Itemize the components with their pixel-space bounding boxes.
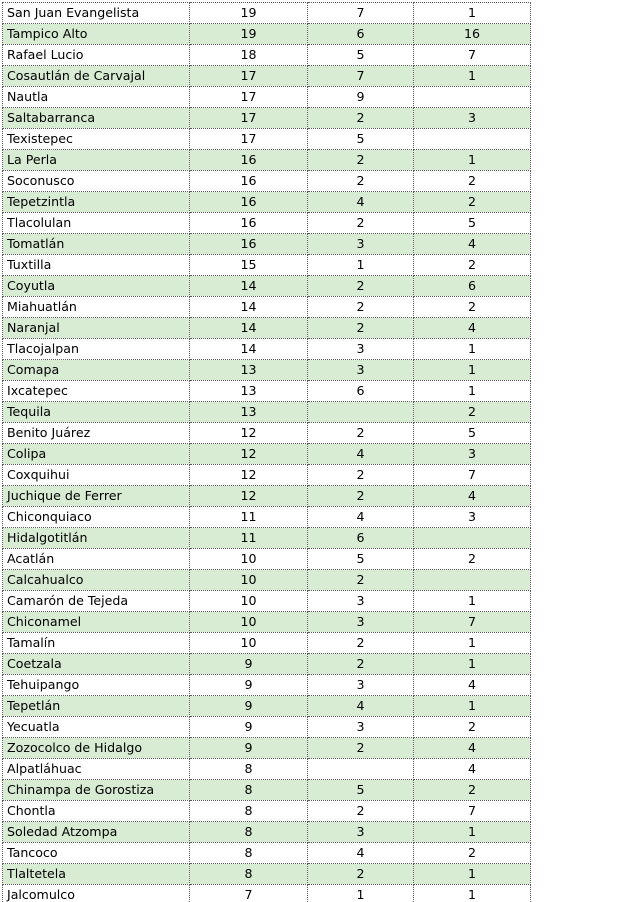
value-3-cell[interactable]: 1 (414, 633, 531, 654)
municipality-name-cell[interactable]: Hidalgotitlán (3, 528, 190, 549)
table-row (3, 318, 531, 339)
value-1-cell[interactable]: 13 (190, 402, 308, 423)
value-1-cell[interactable]: 8 (190, 864, 308, 885)
municipality-name-cell[interactable]: Alpatláhuac (3, 759, 190, 780)
value-3-cell[interactable]: 3 (414, 108, 531, 129)
value-3-cell[interactable] (414, 528, 531, 549)
value-2-cell[interactable]: 9 (308, 87, 414, 108)
value-2-cell[interactable]: 2 (308, 654, 414, 675)
municipality-table (2, 2, 531, 902)
value-2-cell[interactable]: 6 (308, 381, 414, 402)
value-3-cell[interactable]: 2 (414, 171, 531, 192)
value-3-cell[interactable]: 1 (414, 66, 531, 87)
value-1-cell[interactable]: 16 (190, 171, 308, 192)
value-1-cell[interactable]: 16 (190, 192, 308, 213)
value-1-cell[interactable]: 9 (190, 738, 308, 759)
value-2-cell[interactable]: 2 (308, 738, 414, 759)
municipality-name-cell[interactable]: Soledad Atzompa (3, 822, 190, 843)
municipality-name-cell[interactable]: Chiconamel (3, 612, 190, 633)
table-row (3, 822, 531, 843)
table-row (3, 780, 531, 801)
value-3-cell[interactable]: 5 (414, 423, 531, 444)
value-1-cell[interactable]: 11 (190, 507, 308, 528)
municipality-name-cell[interactable]: Miahuatlán (3, 297, 190, 318)
table-row (3, 696, 531, 717)
value-3-cell[interactable]: 16 (414, 24, 531, 45)
value-1-cell[interactable]: 13 (190, 360, 308, 381)
municipality-name-cell[interactable]: Tlacojalpan (3, 339, 190, 360)
municipality-name-cell[interactable]: Soconusco (3, 171, 190, 192)
value-1-cell[interactable]: 16 (190, 234, 308, 255)
value-2-cell[interactable] (308, 402, 414, 423)
municipality-name-cell[interactable]: Comapa (3, 360, 190, 381)
value-3-cell[interactable]: 1 (414, 654, 531, 675)
table-row (3, 801, 531, 822)
municipality-name-cell[interactable]: Ixcatepec (3, 381, 190, 402)
municipality-name-cell[interactable]: Nautla (3, 87, 190, 108)
value-1-cell[interactable]: 19 (190, 3, 308, 24)
table-row (3, 129, 531, 150)
value-2-cell[interactable]: 2 (308, 150, 414, 171)
value-1-cell[interactable]: 8 (190, 759, 308, 780)
value-1-cell[interactable]: 17 (190, 129, 308, 150)
value-1-cell[interactable]: 10 (190, 570, 308, 591)
value-1-cell[interactable]: 14 (190, 339, 308, 360)
value-1-cell[interactable]: 9 (190, 654, 308, 675)
value-1-cell[interactable]: 9 (190, 675, 308, 696)
table-row (3, 339, 531, 360)
value-2-cell[interactable]: 3 (308, 612, 414, 633)
table-row (3, 108, 531, 129)
municipality-name-cell[interactable]: Chontla (3, 801, 190, 822)
value-3-cell[interactable]: 6 (414, 276, 531, 297)
value-3-cell[interactable]: 1 (414, 150, 531, 171)
value-2-cell[interactable]: 5 (308, 549, 414, 570)
value-1-cell[interactable]: 16 (190, 213, 308, 234)
value-2-cell[interactable]: 2 (308, 108, 414, 129)
municipality-name-cell[interactable]: Zozocolco de Hidalgo (3, 738, 190, 759)
table-row (3, 402, 531, 423)
table-row (3, 675, 531, 696)
value-2-cell[interactable]: 2 (308, 276, 414, 297)
value-3-cell[interactable]: 3 (414, 444, 531, 465)
value-2-cell[interactable]: 7 (308, 3, 414, 24)
value-2-cell[interactable]: 6 (308, 24, 414, 45)
municipality-name-cell[interactable]: Coxquihui (3, 465, 190, 486)
municipality-name-cell[interactable]: Tuxtilla (3, 255, 190, 276)
municipality-name-cell[interactable]: Camarón de Tejeda (3, 591, 190, 612)
table-row (3, 234, 531, 255)
municipality-name-cell[interactable]: Coyutla (3, 276, 190, 297)
value-3-cell[interactable]: 4 (414, 675, 531, 696)
value-3-cell[interactable]: 2 (414, 255, 531, 276)
table-row (3, 213, 531, 234)
value-2-cell[interactable]: 3 (308, 822, 414, 843)
table-row (3, 360, 531, 381)
value-1-cell[interactable]: 17 (190, 108, 308, 129)
municipality-name-cell[interactable]: San Juan Evangelista (3, 3, 190, 24)
value-2-cell[interactable]: 3 (308, 717, 414, 738)
table-row (3, 738, 531, 759)
value-2-cell[interactable]: 2 (308, 465, 414, 486)
value-3-cell[interactable] (414, 570, 531, 591)
value-3-cell[interactable] (414, 87, 531, 108)
value-2-cell[interactable]: 4 (308, 843, 414, 864)
value-3-cell[interactable]: 2 (414, 192, 531, 213)
municipality-name-cell[interactable]: La Perla (3, 150, 190, 171)
value-3-cell[interactable]: 4 (414, 486, 531, 507)
value-1-cell[interactable]: 16 (190, 150, 308, 171)
value-3-cell[interactable]: 2 (414, 549, 531, 570)
value-3-cell[interactable]: 2 (414, 843, 531, 864)
table-row (3, 66, 531, 87)
table-row (3, 549, 531, 570)
value-2-cell[interactable]: 4 (308, 696, 414, 717)
table-row (3, 45, 531, 66)
value-3-cell[interactable]: 1 (414, 822, 531, 843)
table-row (3, 528, 531, 549)
municipality-name-cell[interactable]: Tamalín (3, 633, 190, 654)
municipality-name-cell[interactable]: Saltabarranca (3, 108, 190, 129)
value-2-cell[interactable]: 5 (308, 45, 414, 66)
value-1-cell[interactable]: 12 (190, 423, 308, 444)
value-3-cell[interactable]: 1 (414, 339, 531, 360)
municipality-name-cell[interactable]: Benito Juárez (3, 423, 190, 444)
value-2-cell[interactable]: 6 (308, 528, 414, 549)
value-3-cell[interactable]: 4 (414, 234, 531, 255)
value-2-cell[interactable]: 2 (308, 570, 414, 591)
municipality-name-cell[interactable]: Acatlán (3, 549, 190, 570)
value-1-cell[interactable]: 8 (190, 801, 308, 822)
municipality-name-cell[interactable]: Tancoco (3, 843, 190, 864)
municipality-name-cell[interactable]: Yecuatla (3, 717, 190, 738)
value-2-cell[interactable]: 2 (308, 801, 414, 822)
table-row (3, 297, 531, 318)
value-1-cell[interactable]: 18 (190, 45, 308, 66)
municipality-name-cell[interactable]: Texistepec (3, 129, 190, 150)
value-3-cell[interactable]: 1 (414, 360, 531, 381)
value-2-cell[interactable]: 1 (308, 885, 414, 902)
municipality-name-cell[interactable]: Tlacolulan (3, 213, 190, 234)
table-row (3, 444, 531, 465)
value-1-cell[interactable]: 19 (190, 24, 308, 45)
table-row (3, 570, 531, 591)
value-1-cell[interactable]: 12 (190, 444, 308, 465)
value-1-cell[interactable]: 11 (190, 528, 308, 549)
municipality-name-cell[interactable]: Naranjal (3, 318, 190, 339)
value-3-cell[interactable]: 4 (414, 318, 531, 339)
value-3-cell[interactable]: 1 (414, 3, 531, 24)
municipality-name-cell[interactable]: Chiconquiaco (3, 507, 190, 528)
value-1-cell[interactable]: 14 (190, 297, 308, 318)
value-1-cell[interactable]: 12 (190, 465, 308, 486)
value-3-cell[interactable]: 7 (414, 465, 531, 486)
value-1-cell[interactable]: 10 (190, 633, 308, 654)
value-2-cell[interactable]: 4 (308, 192, 414, 213)
value-3-cell[interactable]: 1 (414, 591, 531, 612)
value-2-cell[interactable]: 5 (308, 129, 414, 150)
value-1-cell[interactable]: 13 (190, 381, 308, 402)
table-row (3, 423, 531, 444)
value-2-cell[interactable] (308, 759, 414, 780)
value-2-cell[interactable]: 3 (308, 591, 414, 612)
value-1-cell[interactable]: 8 (190, 780, 308, 801)
value-3-cell[interactable]: 1 (414, 381, 531, 402)
municipality-name-cell[interactable]: Tehuipango (3, 675, 190, 696)
table-row (3, 3, 531, 24)
value-2-cell[interactable]: 2 (308, 213, 414, 234)
table-row (3, 276, 531, 297)
value-3-cell[interactable]: 5 (414, 213, 531, 234)
value-1-cell[interactable]: 14 (190, 276, 308, 297)
municipality-name-cell[interactable]: Chinampa de Gorostiza (3, 780, 190, 801)
municipality-name-cell[interactable]: Tequila (3, 402, 190, 423)
value-2-cell[interactable]: 4 (308, 444, 414, 465)
municipality-name-cell[interactable]: Coetzala (3, 654, 190, 675)
table-row (3, 633, 531, 654)
municipality-name-cell[interactable]: Calcahualco (3, 570, 190, 591)
value-2-cell[interactable]: 5 (308, 780, 414, 801)
table-row (3, 255, 531, 276)
municipality-name-cell[interactable]: Tampico Alto (3, 24, 190, 45)
value-2-cell[interactable]: 2 (308, 864, 414, 885)
value-2-cell[interactable]: 2 (308, 486, 414, 507)
table-row (3, 507, 531, 528)
value-3-cell[interactable]: 4 (414, 738, 531, 759)
value-2-cell[interactable]: 2 (308, 318, 414, 339)
value-3-cell[interactable] (414, 129, 531, 150)
municipality-name-cell[interactable]: Rafael Lucio (3, 45, 190, 66)
value-3-cell[interactable]: 1 (414, 864, 531, 885)
value-3-cell[interactable]: 7 (414, 801, 531, 822)
value-3-cell[interactable]: 7 (414, 45, 531, 66)
municipality-name-cell[interactable]: Cosautlán de Carvajal (3, 66, 190, 87)
value-1-cell[interactable]: 9 (190, 717, 308, 738)
table-row (3, 885, 531, 902)
value-1-cell[interactable]: 10 (190, 591, 308, 612)
table-row (3, 192, 531, 213)
table-row (3, 24, 531, 45)
table-row (3, 87, 531, 108)
value-1-cell[interactable]: 10 (190, 549, 308, 570)
value-3-cell[interactable]: 3 (414, 507, 531, 528)
table-body (3, 3, 531, 902)
municipality-name-cell[interactable]: Juchique de Ferrer (3, 486, 190, 507)
value-1-cell[interactable]: 17 (190, 87, 308, 108)
value-2-cell[interactable]: 3 (308, 360, 414, 381)
value-3-cell[interactable]: 7 (414, 612, 531, 633)
table-row (3, 864, 531, 885)
table-row (3, 486, 531, 507)
value-2-cell[interactable]: 1 (308, 255, 414, 276)
table-row (3, 612, 531, 633)
value-2-cell[interactable]: 4 (308, 507, 414, 528)
municipality-name-cell[interactable]: Tomatlán (3, 234, 190, 255)
value-1-cell[interactable]: 10 (190, 612, 308, 633)
value-2-cell[interactable]: 7 (308, 66, 414, 87)
municipality-name-cell[interactable]: Jalcomulco (3, 885, 190, 902)
table-row (3, 717, 531, 738)
value-1-cell[interactable]: 8 (190, 822, 308, 843)
value-1-cell[interactable]: 15 (190, 255, 308, 276)
municipality-name-cell[interactable]: Tlaltetela (3, 864, 190, 885)
municipality-name-cell[interactable]: Tepetlán (3, 696, 190, 717)
value-3-cell[interactable]: 1 (414, 696, 531, 717)
table-row (3, 654, 531, 675)
value-3-cell[interactable]: 1 (414, 885, 531, 902)
municipality-name-cell[interactable]: Tepetzintla (3, 192, 190, 213)
value-3-cell[interactable]: 2 (414, 402, 531, 423)
table-row (3, 150, 531, 171)
table-row (3, 171, 531, 192)
value-2-cell[interactable]: 2 (308, 423, 414, 444)
value-1-cell[interactable]: 9 (190, 696, 308, 717)
value-1-cell[interactable]: 7 (190, 885, 308, 902)
table-row (3, 591, 531, 612)
value-1-cell[interactable]: 14 (190, 318, 308, 339)
value-2-cell[interactable]: 3 (308, 234, 414, 255)
value-3-cell[interactable]: 2 (414, 717, 531, 738)
table-row (3, 381, 531, 402)
value-2-cell[interactable]: 3 (308, 675, 414, 696)
municipality-name-cell[interactable]: Colipa (3, 444, 190, 465)
value-2-cell[interactable]: 3 (308, 339, 414, 360)
value-3-cell[interactable]: 2 (414, 780, 531, 801)
value-2-cell[interactable]: 2 (308, 633, 414, 654)
value-3-cell[interactable]: 4 (414, 759, 531, 780)
value-2-cell[interactable]: 2 (308, 297, 414, 318)
value-1-cell[interactable]: 17 (190, 66, 308, 87)
value-3-cell[interactable]: 2 (414, 297, 531, 318)
value-1-cell[interactable]: 8 (190, 843, 308, 864)
table-row (3, 465, 531, 486)
table-row (3, 759, 531, 780)
value-2-cell[interactable]: 2 (308, 171, 414, 192)
value-1-cell[interactable]: 12 (190, 486, 308, 507)
table-row (3, 843, 531, 864)
